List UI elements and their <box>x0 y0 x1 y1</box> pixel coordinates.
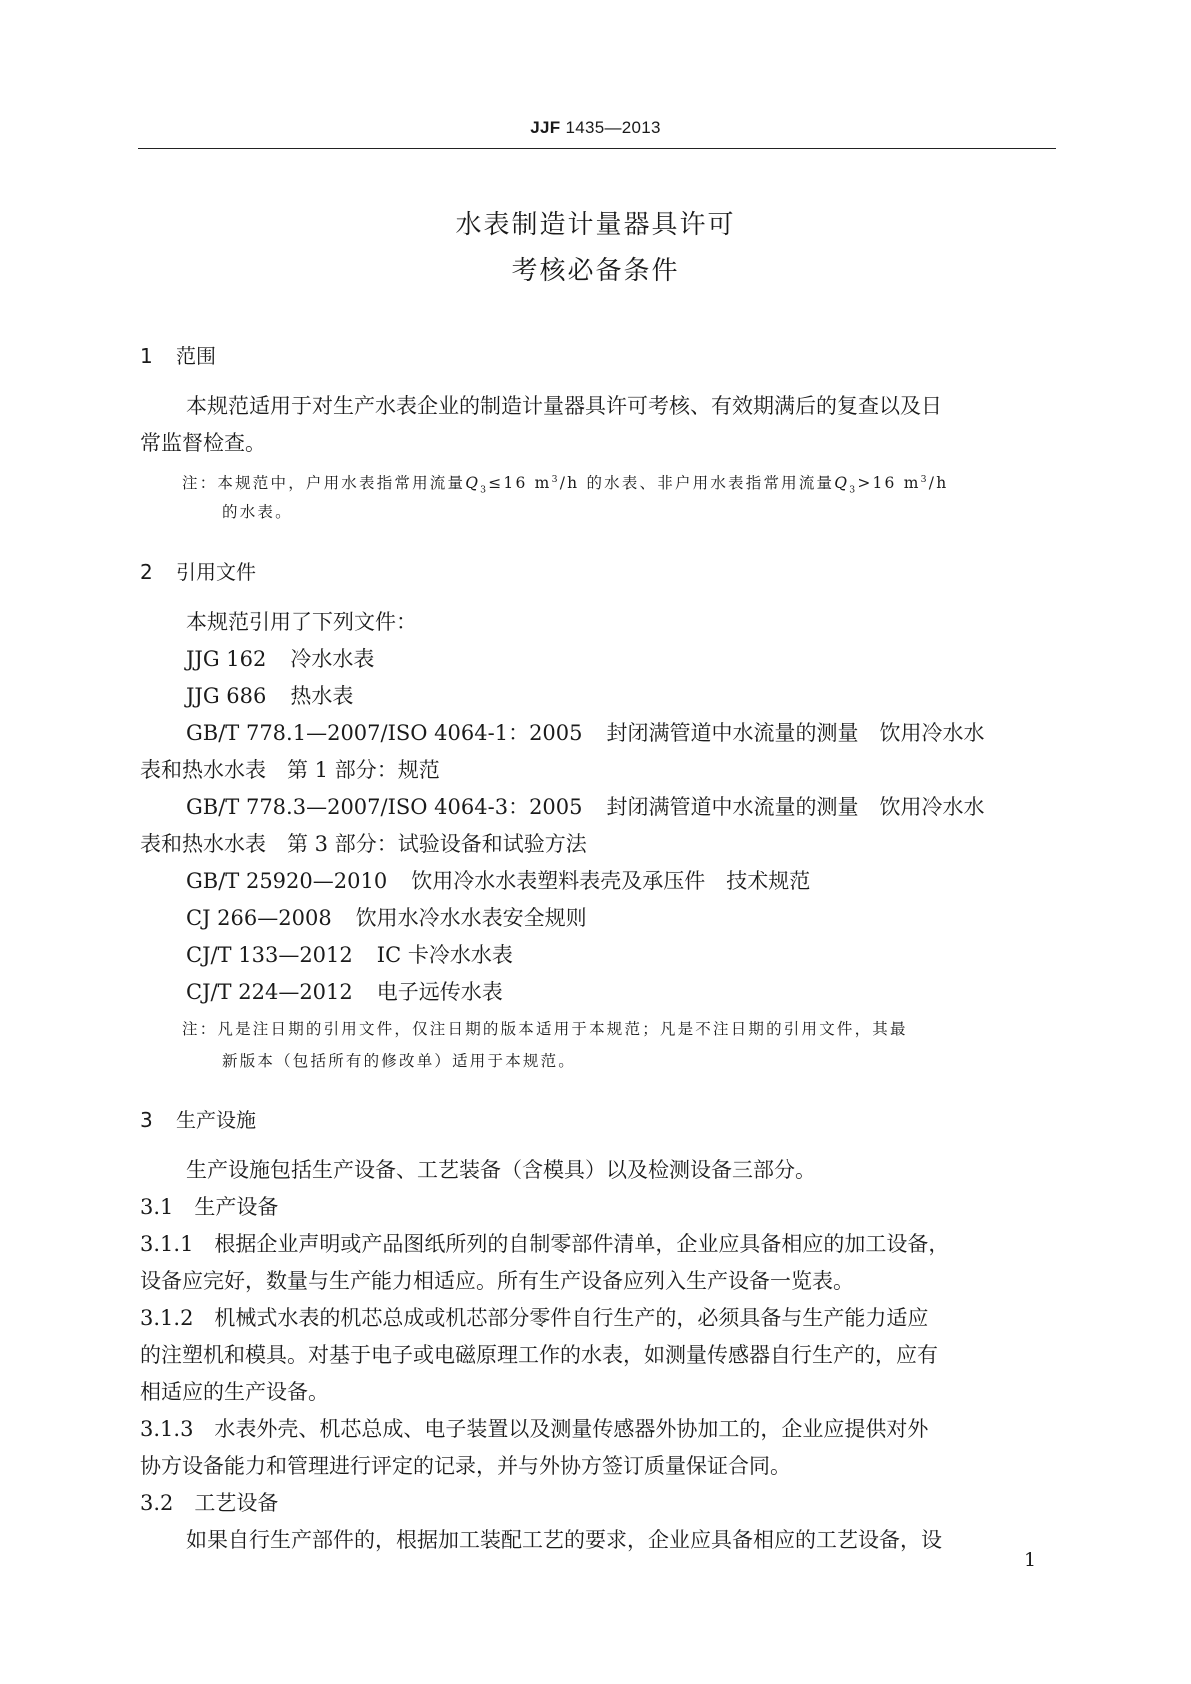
section-2-number: 2 <box>140 560 153 584</box>
ref-name: 封闭满管道中水流量的测量 饮用冷水水 <box>606 795 985 819</box>
ref-gbt778-3-line-2: 表和热水水表 第 3 部分：试验设备和试验方法 <box>140 832 587 856</box>
section-1-title: 范围 <box>176 344 216 368</box>
note-text-b: ≤16 m <box>488 474 552 493</box>
ref-code: GB/T 778.1—2007/ISO 4064-1：2005 <box>186 721 583 745</box>
ref-gbt778-1-line-1 <box>186 715 1056 752</box>
note-q3-subscript: 3 <box>480 484 489 496</box>
clause-3-1-1-line-1: 3.1.1 根据企业声明或产品图纸所列的自制零部件清单，企业应具备相应的加工设备， <box>140 1232 950 1256</box>
ref-name: 热水表 <box>290 684 354 708</box>
sec1-note-line-2: 的水表。 <box>222 503 293 521</box>
note-m3-superscript-2: 3 <box>920 474 929 485</box>
page-number: 1 <box>1024 1549 1037 1571</box>
note-text-e: /h <box>928 474 949 493</box>
ref-name: 饮用冷水水表塑料表壳及承压件 技术规范 <box>411 869 811 893</box>
ref-code: JJG 686 <box>186 684 267 708</box>
clause-3-1-3-line-2: 协方设备能力和管理进行评定的记录，并与外协方签订质量保证合同。 <box>140 1454 791 1478</box>
document-code-number: 1435—2013 <box>565 118 661 137</box>
section-1-heading <box>140 340 216 369</box>
ref-cjt224 <box>186 974 1056 1011</box>
note-q3-symbol: Q <box>465 474 481 493</box>
ref-jjg162 <box>186 641 1056 678</box>
ref-code: GB/T 25920—2010 <box>186 869 388 893</box>
clause-3-1-3-line-1: 3.1.3 水表外壳、机芯总成、电子装置以及测量传感器外协加工的，企业应提供对外 <box>140 1417 929 1441</box>
ref-cj266 <box>186 900 1056 937</box>
ref-code: CJ/T 133—2012 <box>186 943 353 967</box>
ref-name: 冷水水表 <box>290 647 375 671</box>
clause-3-1-2-line-2: 的注塑机和模具。对基于电子或电磁原理工作的水表，如测量传感器自行生产的，应有 <box>140 1343 938 1367</box>
clause-3-1-2-line-3: 相适应的生产设备。 <box>140 1380 329 1404</box>
sec2-note-line-2: 新版本（包括所有的修改单）适用于本规范。 <box>222 1052 577 1070</box>
header-rule <box>138 148 1056 149</box>
section-2-heading <box>140 556 256 585</box>
note-text-a: 注：本规范中，户用水表指常用流量 <box>182 474 466 493</box>
subsection-3-2-heading: 3.2 工艺设备 <box>140 1491 279 1515</box>
clause-3-1-1-line-2: 设备应完好，数量与生产能力相适应。所有生产设备应列入生产设备一览表。 <box>140 1269 854 1293</box>
note-q3-subscript-2: 3 <box>849 484 858 496</box>
section-1-number: 1 <box>140 344 153 368</box>
ref-name: 封闭满管道中水流量的测量 饮用冷水水 <box>606 721 985 745</box>
subsection-3-1-heading: 3.1 生产设备 <box>140 1195 279 1219</box>
section-3-number: 3 <box>140 1108 153 1132</box>
ref-gbt778-1-line-2: 表和热水水表 第 1 部分：规范 <box>140 758 440 782</box>
sec2-note-line-1: 注：凡是注日期的引用文件，仅注日期的版本适用于本规范；凡是不注日期的引用文件，其最 <box>182 1020 908 1038</box>
title-line-2: 考核必备条件 <box>511 256 680 286</box>
sec1-para-line-2: 常监督检查。 <box>140 431 266 455</box>
note-text-d: >16 m <box>857 474 921 493</box>
document-code-prefix: JJF <box>530 118 561 137</box>
note-m3-superscript: 3 <box>551 474 560 485</box>
sec2-intro: 本规范引用了下列文件： <box>186 610 417 634</box>
ref-gbt778-3-line-1 <box>186 789 1056 826</box>
ref-code: CJ/T 224—2012 <box>186 980 353 1004</box>
section-3-title: 生产设施 <box>176 1108 256 1132</box>
clause-3-2-line-1: 如果自行生产部件的，根据加工装配工艺的要求，企业应具备相应的工艺设备，设 <box>186 1528 942 1552</box>
ref-gbt25920 <box>186 863 1056 900</box>
sec3-intro: 生产设施包括生产设备、工艺装备（含模具）以及检测设备三部分。 <box>186 1158 816 1182</box>
note-q3-symbol-2: Q <box>834 474 850 493</box>
title-line-1: 水表制造计量器具许可 <box>455 210 736 240</box>
sec1-para-line-1: 本规范适用于对生产水表企业的制造计量器具许可考核、有效期满后的复查以及日 <box>186 394 942 418</box>
ref-name: IC 卡冷水水表 <box>376 943 513 967</box>
ref-jjg686 <box>186 678 1056 715</box>
ref-name: 饮用水冷水水表安全规则 <box>355 906 587 930</box>
document-code <box>0 118 1191 138</box>
section-2-title: 引用文件 <box>176 560 256 584</box>
note-text-c: /h 的水表、非户用水表指常用流量 <box>559 474 835 493</box>
ref-code: GB/T 778.3—2007/ISO 4064-3：2005 <box>186 795 583 819</box>
section-3-heading <box>140 1104 256 1133</box>
ref-cjt133 <box>186 937 1056 974</box>
clause-3-1-2-line-1: 3.1.2 机械式水表的机芯总成或机芯部分零件自行生产的，必须具备与生产能力适应 <box>140 1306 929 1330</box>
ref-name: 电子远传水表 <box>376 980 503 1004</box>
ref-code: JJG 162 <box>186 647 267 671</box>
ref-code: CJ 266—2008 <box>186 906 332 930</box>
